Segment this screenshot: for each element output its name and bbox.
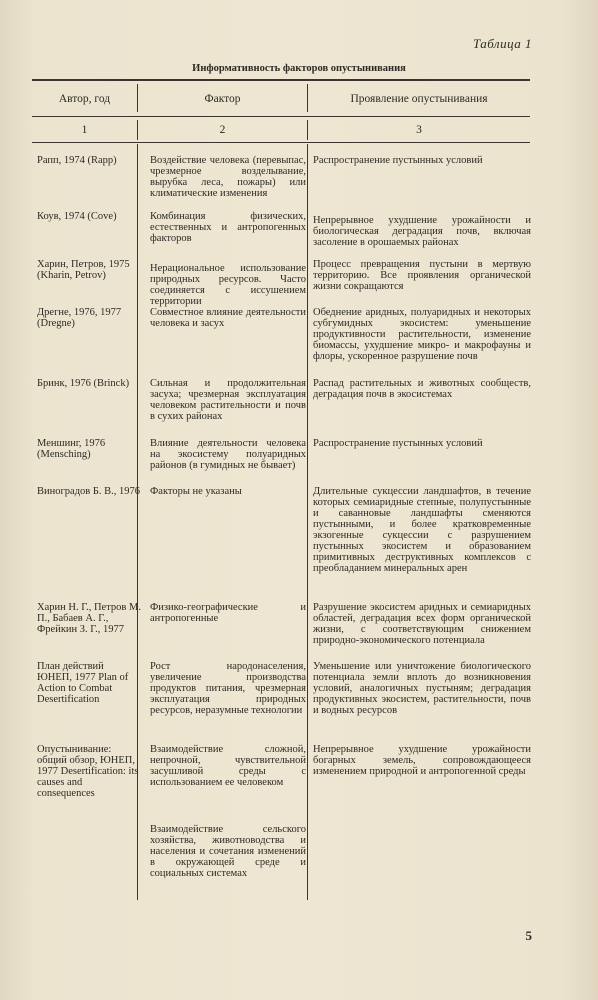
manifestation-cell: Уменьшение или уничтожение биологического потенциала земли вплоть до возникновения условий, аналогичных пустыням; деградация продуктивных экосистем, растительности, почв и водных ресурсов: [313, 661, 531, 716]
column-divider-2-body: [307, 144, 308, 900]
author-cell: Рапп, 1974 (Rapp): [37, 155, 117, 166]
factor-cell: Совместное влияние деятельности человека и засух: [150, 307, 306, 329]
rule-header-bottom: [32, 116, 530, 117]
factor-cell: Нерациональное использование природных ресурсов. Часто соединяется с иссушением территории: [150, 263, 306, 307]
manifestation-cell: Обеднение аридных, полуаридных и некоторых субгумидных экосистем: уменьшение продуктивности растительности, изменение биомассы, ухудшение микро- и макрофауны и флоры, ускоренное разрушение почв: [313, 307, 531, 362]
column-number-1: 1: [81, 124, 88, 136]
rule-top: [32, 79, 530, 81]
author-cell: Меншинг, 1976 (Mensching): [37, 438, 106, 460]
manifestation-cell: Распространение пустынных условий: [313, 438, 483, 449]
factor-cell: Влияние деятельности человека на экосистему полуаридных районов (в гумидных не бывает): [150, 438, 306, 471]
header-manifestation: Проявление опустынивания: [350, 93, 488, 105]
factor-cell: Взаимодействие сельского хозяйства, животноводства и населения и сочетания изменений в окружающей среде и социальных системах: [150, 824, 306, 879]
header-factor: Фактор: [204, 93, 241, 105]
author-cell: Опустынивание: общий обзор, ЮНЕП, 1977 Desertification: its causes and consequences: [37, 744, 139, 799]
author-cell: Харин Н. Г., Петров М. П., Бабаев А. Г., Фрейкин З. Г., 1977: [37, 602, 141, 635]
page-number: 5: [525, 928, 532, 943]
manifestation-cell: Непрерывное ухудшение урожайности и биологическая деградация почв, включая засоление в орошаемых районах: [313, 215, 531, 248]
column-number-2: 2: [219, 124, 226, 136]
table-label: Таблица 1: [472, 36, 532, 51]
manifestation-cell: Распад растительных и животных сообществ, деградация почв в экосистемах: [313, 378, 531, 400]
table-caption: Информативность факторов опустынивания: [192, 63, 406, 74]
manifestation-cell: Процесс превращения пустыни в мертвую территорию. Все проявления органической жизни сокращаются: [313, 259, 531, 292]
factor-cell: Факторы не указаны: [150, 486, 242, 497]
factor-cell: Сильная и продолжительная засуха; чрезмерная эксплуатация человеком растительности и почв в сухих районах: [150, 378, 306, 422]
author-cell: Виноградов Б. В., 1976: [37, 486, 141, 497]
factor-cell: Комбинация физических, естественных и антропогенных факторов: [150, 211, 306, 244]
author-cell: Коув, 1974 (Cove): [37, 211, 117, 222]
factor-cell: Рост народонаселения, увеличение производства продуктов питания, чрезмерная эксплуатация природных ресурсов, неразумные технологии: [150, 661, 306, 716]
manifestation-cell: Распространение пустынных условий: [313, 155, 483, 166]
factor-cell: Воздействие человека (перевыпас, чрезмерное возделывание, вырубка леса, пожары) или климатические изменения: [150, 155, 306, 199]
factor-cell: Физико-географические и антропогенные: [150, 602, 306, 624]
author-cell: Харин, Петров, 1975 (Kharin, Petrov): [37, 259, 130, 281]
manifestation-cell: Непрерывное ухудшение урожайности богарных земель, сопровождающееся изменением природной и антропогенной среды: [313, 744, 531, 777]
author-cell: План действий ЮНЕП, 1977 Plan of Action to Combat Desertification: [37, 661, 129, 705]
manifestation-cell: Разрушение экосистем аридных и семиаридных областей, деградация всех форм органической жизни, с соответствующим снижением природно-экономического потенциала: [313, 602, 531, 646]
factor-cell: Взаимодействие сложной, непрочной, чувствительной засушливой среды с использованием ее человеком: [150, 744, 306, 788]
author-cell: Бринк, 1976 (Brinck): [37, 378, 130, 389]
rule-numbers-bottom: [32, 142, 530, 143]
manifestation-cell: Длительные сукцессии ландшафтов, в течение которых семиаридные степные, полупустынные и саванновые ландшафты сменяются пустынными, и более кратковременные экзогенные сукцессии с разрушением пустынных экосистем и образованием примитивных деструктивных комплексов с преобладанием минеральных арен: [313, 486, 531, 574]
header-author: Автор, год: [58, 93, 111, 105]
author-cell: Дрегне, 1976, 1977 (Dregne): [37, 307, 122, 329]
column-number-3: 3: [416, 124, 422, 136]
